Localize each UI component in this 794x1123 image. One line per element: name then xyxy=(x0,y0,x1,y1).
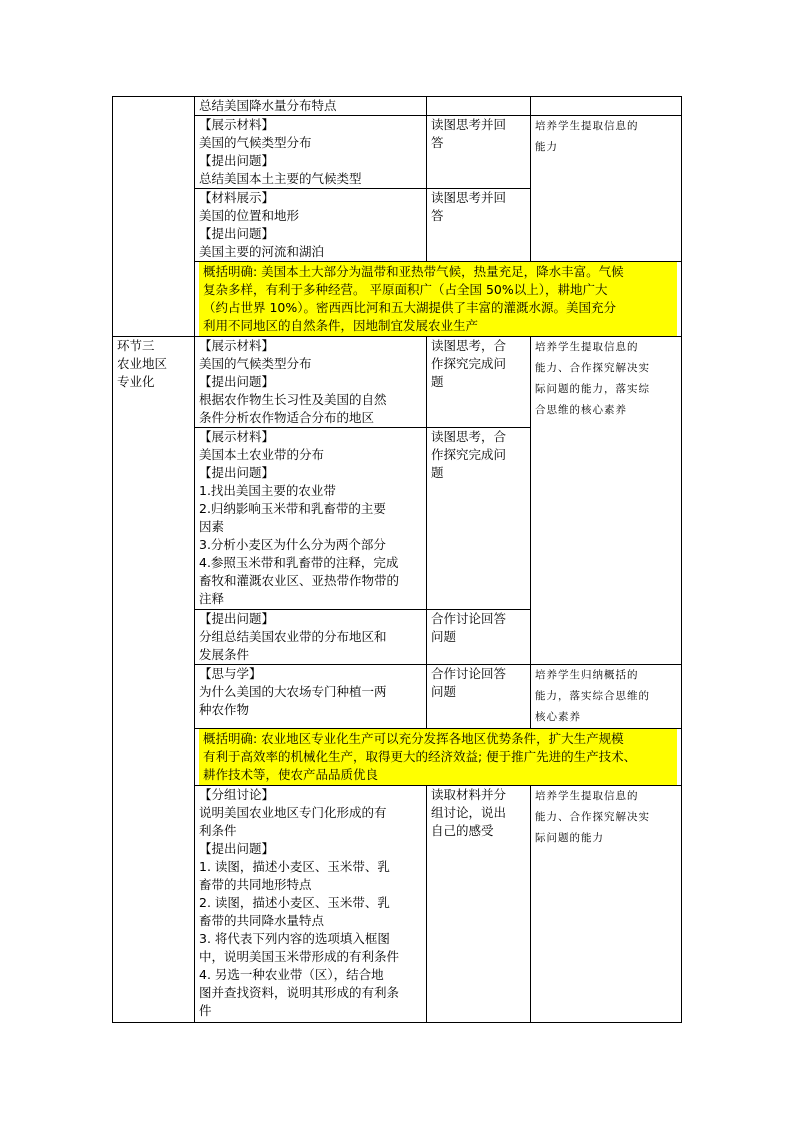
goal-cell-empty xyxy=(531,97,682,116)
activity-cell xyxy=(427,97,531,116)
content-line: 发展条件 xyxy=(199,647,250,662)
content-line: 图并查找资料，说明其形成的有利条 xyxy=(199,985,400,1000)
content-cell xyxy=(195,97,427,116)
summary-row xyxy=(113,729,682,786)
goal-line: 能力、合作探究解决实 xyxy=(535,811,650,823)
goal-line: 培养学生提取信息的 xyxy=(535,120,639,132)
summary-line: 耕作技术等，使农产品品质优良 xyxy=(203,767,379,782)
goal-cell xyxy=(531,665,682,729)
content-line: 1.找出美国主要的农业带 xyxy=(199,483,336,498)
content-line: 种农作物 xyxy=(199,702,250,717)
goal-line: 能力、合作探究解决实 xyxy=(535,362,650,374)
content-cell xyxy=(195,337,427,428)
content-line: 【思与学】 xyxy=(199,666,262,681)
goal-line: 能力 xyxy=(535,141,558,153)
content-line: 美国的气候类型分布 xyxy=(199,356,312,371)
activity-cell xyxy=(427,665,531,729)
content-line: 因素 xyxy=(199,519,225,534)
activity-line: 读图思考并回 xyxy=(431,117,507,132)
content-line: 【展示材料】 xyxy=(199,338,275,353)
content-line: 总结美国降水量分布特点 xyxy=(199,98,337,113)
goal-cell xyxy=(531,786,682,1023)
summary-cell xyxy=(195,262,682,337)
content-line: 【展示材料】 xyxy=(199,117,275,132)
goal-cell xyxy=(531,337,682,665)
content-line: 为什么美国的大农场专门种植一两 xyxy=(199,684,387,699)
activity-line: 合作讨论回答 xyxy=(431,611,507,626)
goal-line: 培养学生归纳概括的 xyxy=(535,669,639,681)
activity-line: 组讨论，说出 xyxy=(431,805,507,820)
content-line: 畜带的共同地形特点 xyxy=(199,877,312,892)
summary-line: 利用不同地区的自然条件，因地制宜发展农业生产 xyxy=(203,318,479,333)
goal-line: 际问题的能力，落实综 xyxy=(535,383,650,395)
summary-line: 复杂多样，有利于多种经营。 平原面积广（占全国 50%以上），耕地广大 xyxy=(203,282,608,297)
content-cell xyxy=(195,428,427,610)
content-line: 【分组讨论】 xyxy=(199,787,275,802)
activity-line: 题 xyxy=(431,465,444,480)
content-line: 总结美国本土主要的气候类型 xyxy=(199,171,362,186)
stage-cell-empty xyxy=(113,97,195,337)
content-line: 【提出问题】 xyxy=(199,153,275,168)
content-cell xyxy=(195,786,427,1023)
summary-cell xyxy=(195,729,682,786)
content-cell xyxy=(195,116,427,189)
content-line: 美国本土农业带的分布 xyxy=(199,447,325,462)
activity-line: 作探究完成问 xyxy=(431,447,507,462)
content-line: 2. 读图，描述小麦区、玉米带、乳 xyxy=(199,895,390,910)
goal-line: 合思维的核心素养 xyxy=(535,404,627,416)
summary-highlight xyxy=(199,729,677,785)
activity-cell xyxy=(427,337,531,428)
activity-line: 答 xyxy=(431,135,444,150)
summary-line: 概括明确: 美国本土大部分为温带和亚热带气候，热量充足，降水丰富。气候 xyxy=(203,264,624,279)
summary-highlight xyxy=(199,262,677,336)
content-line: 【提出问题】 xyxy=(199,226,275,241)
content-line: 美国的气候类型分布 xyxy=(199,135,312,150)
table-row xyxy=(113,116,682,189)
content-line: 分组总结美国农业带的分布地区和 xyxy=(199,629,387,644)
activity-line: 合作讨论回答 xyxy=(431,666,507,681)
content-line: 【提出问题】 xyxy=(199,841,275,856)
content-line: 4. 另选一种农业带（区），结合地 xyxy=(199,967,384,982)
goal-cell xyxy=(531,116,682,262)
content-cell xyxy=(195,665,427,729)
content-line: 注释 xyxy=(199,591,225,606)
stage-label: 环节三 xyxy=(117,338,155,353)
lesson-plan-table xyxy=(112,96,682,1023)
content-line: 根据农作物生长习性及美国的自然 xyxy=(199,392,387,407)
content-line: 美国的位置和地形 xyxy=(199,208,300,223)
table-row xyxy=(113,665,682,729)
content-line: 2.归纳影响玉米带和乳畜带的主要 xyxy=(199,501,386,516)
activity-cell xyxy=(427,189,531,262)
content-line: 1. 读图，描述小麦区、玉米带、乳 xyxy=(199,859,390,874)
goal-line: 能力，落实综合思维的 xyxy=(535,690,650,702)
activity-cell xyxy=(427,116,531,189)
content-line: 3.分析小麦区为什么分为两个部分 xyxy=(199,537,386,552)
content-line: 中，说明美国玉米带形成的有利条件 xyxy=(199,949,400,964)
goal-line: 际问题的能力 xyxy=(535,832,604,844)
stage-cell xyxy=(113,337,195,1023)
content-line: 【材料展示】 xyxy=(199,190,275,205)
activity-line: 读图思考，合 xyxy=(431,338,507,353)
stage-label: 专业化 xyxy=(117,374,155,389)
content-line: 3. 将代表下列内容的选项填入框图 xyxy=(199,931,390,946)
content-line: 畜带的共同降水量特点 xyxy=(199,913,325,928)
activity-line: 题 xyxy=(431,374,444,389)
content-line: 利条件 xyxy=(199,823,237,838)
goal-line: 核心素养 xyxy=(535,711,581,723)
content-cell xyxy=(195,189,427,262)
content-line: 美国主要的河流和湖泊 xyxy=(199,244,325,259)
content-line: 【提出问题】 xyxy=(199,374,275,389)
content-line: 【提出问题】 xyxy=(199,465,275,480)
activity-line: 问题 xyxy=(431,629,457,644)
activity-line: 问题 xyxy=(431,684,457,699)
stage-label: 农业地区 xyxy=(117,356,168,371)
table-row xyxy=(113,337,682,428)
content-line: 条件分析农作物适合分布的地区 xyxy=(199,410,375,425)
activity-cell xyxy=(427,610,531,665)
summary-row xyxy=(113,262,682,337)
content-line: 【展示材料】 xyxy=(199,429,275,444)
content-line: 畜牧和灌溉农业区、亚热带作物带的 xyxy=(199,573,400,588)
activity-line: 读图思考并回 xyxy=(431,190,507,205)
table-row xyxy=(113,786,682,1023)
content-line: 【提出问题】 xyxy=(199,611,275,626)
content-cell xyxy=(195,610,427,665)
table-row xyxy=(113,97,682,116)
activity-cell xyxy=(427,428,531,610)
activity-line: 作探究完成问 xyxy=(431,356,507,371)
content-line: 说明美国农业地区专门化形成的有 xyxy=(199,805,387,820)
goal-line: 培养学生提取信息的 xyxy=(535,341,639,353)
content-line: 4.参照玉米带和乳畜带的注释，完成 xyxy=(199,555,399,570)
summary-line: 概括明确: 农业地区专业化生产可以充分发挥各地区优势条件，扩大生产规模 xyxy=(203,731,624,746)
activity-line: 读图思考，合 xyxy=(431,429,507,444)
summary-line: （约占世界 10%）。密西西比河和五大湖提供了丰富的灌溉水源。美国充分 xyxy=(203,300,617,315)
content-line: 件 xyxy=(199,1003,212,1018)
activity-line: 答 xyxy=(431,208,444,223)
summary-line: 有利于高效率的机械化生产，取得更大的经济效益; 便于推广先进的生产技术、 xyxy=(203,749,637,764)
activity-line: 自己的感受 xyxy=(431,823,494,838)
goal-line: 培养学生提取信息的 xyxy=(535,790,639,802)
activity-cell xyxy=(427,786,531,1023)
activity-line: 读取材料并分 xyxy=(431,787,507,802)
